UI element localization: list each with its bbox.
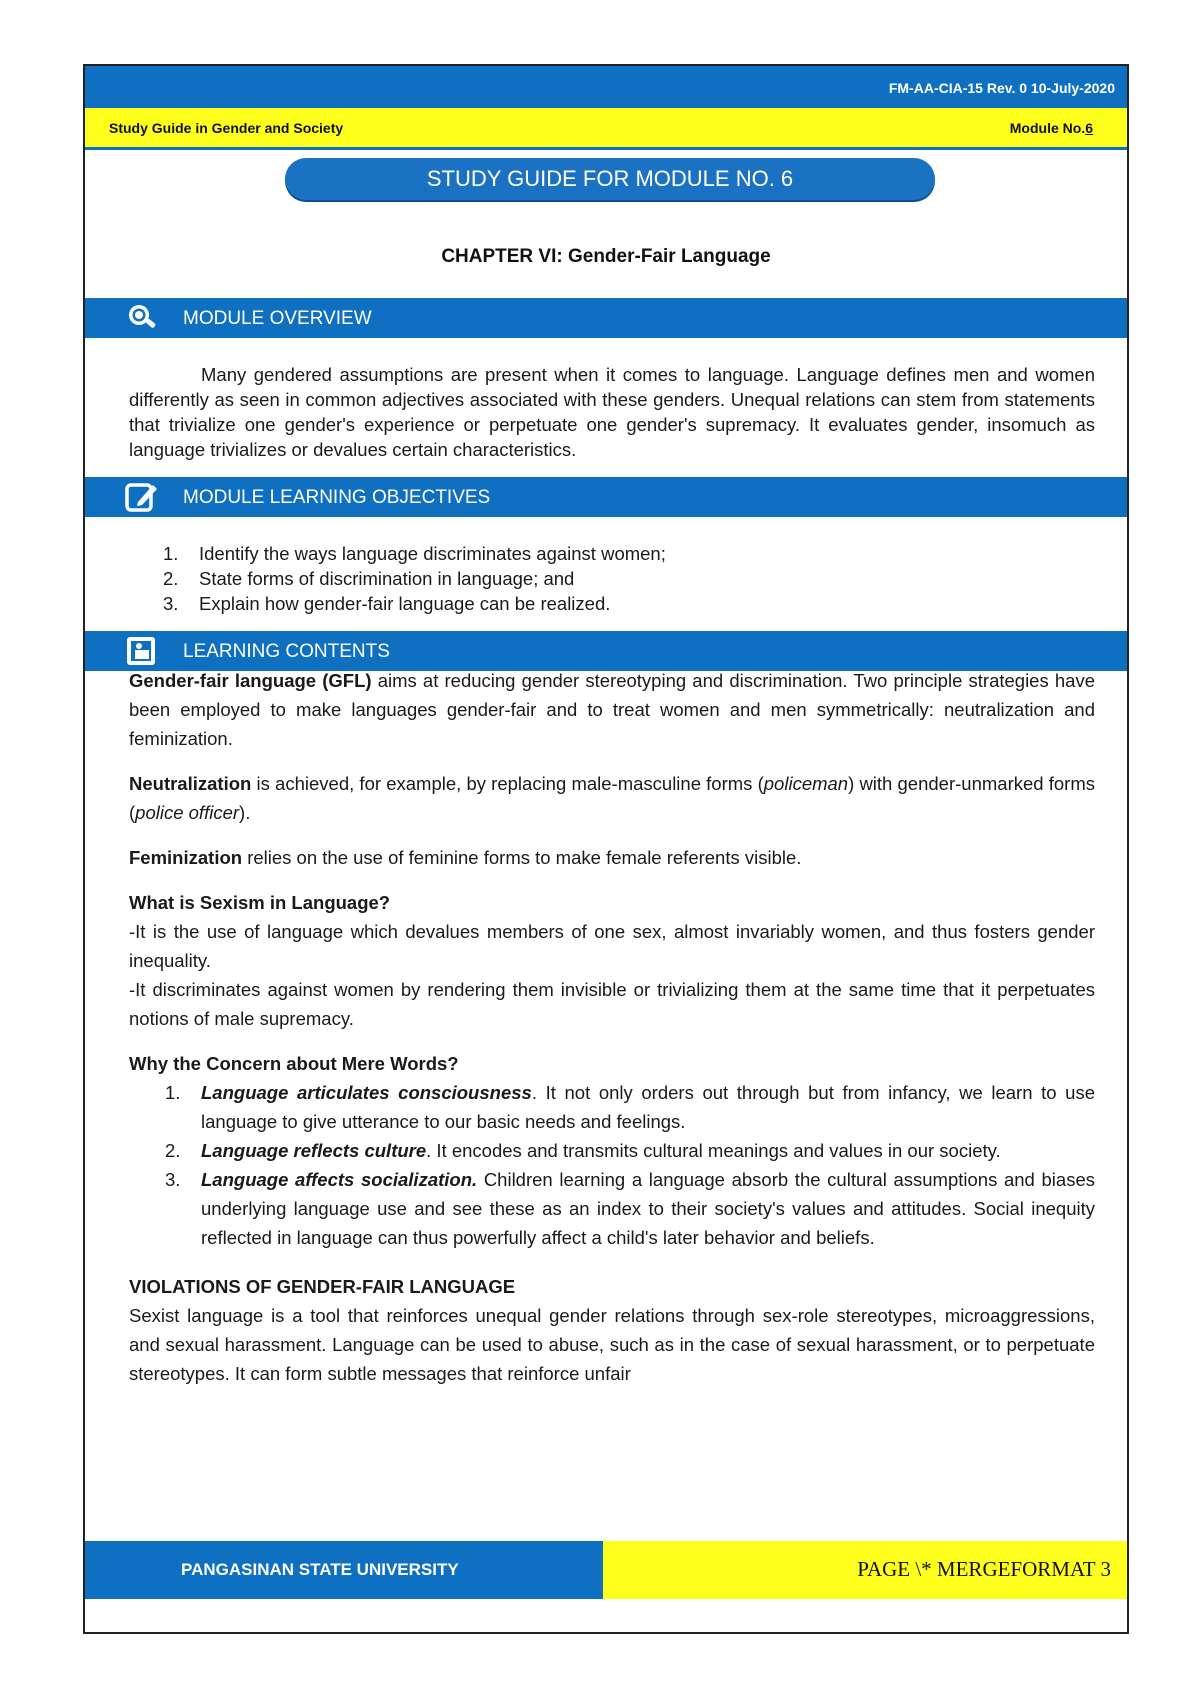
module-number-label (1010, 120, 1093, 136)
section-overview-title: MODULE OVERVIEW (183, 308, 372, 329)
list-number: 2. (165, 1140, 181, 1161)
section-objectives-title: MODULE LEARNING OBJECTIVES (183, 487, 491, 508)
list-item (129, 1165, 1095, 1252)
concern-list (129, 1078, 1095, 1252)
footer-page-bar (603, 1541, 1129, 1599)
list-number: 3. (165, 1169, 181, 1190)
list-item (129, 541, 1095, 566)
university-name: PANGASINAN STATE UNIVERSITY (181, 1560, 459, 1579)
feminization-text: relies on the use of feminine forms to make female referents visible. (242, 847, 802, 868)
page-number: PAGE \* MERGEFORMAT 3 (857, 1557, 1111, 1581)
violations-text: Sexist language is a tool that reinforces unequal gender relations through sex-role stereotypes, microaggressions, and sexual harassment. Language can be used to abuse, such as in the case of sexual harassment, or to perpetuate stereotypes. It can form subtle messages that reinforce unfair (129, 1305, 1095, 1384)
list-number: 2. (163, 568, 179, 589)
concern-heading (129, 1049, 1095, 1078)
module-number: 6 (1085, 120, 1093, 136)
concern-term: Language affects socialization. (201, 1169, 478, 1190)
sexism-heading (129, 888, 1095, 917)
learning-contents (129, 666, 1095, 1388)
list-item (129, 591, 1095, 616)
feminization-paragraph (129, 843, 1095, 872)
gfl-text: aims at reducing gender stereotyping and discrimination. Two principle strategies have been employed to make languages gender-fair and to treat women and men symmetrically: neutralization and feminization. (129, 670, 1095, 749)
neutralization-text: is achieved, for example, by replacing male-masculine forms ( (251, 773, 764, 794)
list-number: 1. (163, 543, 179, 564)
pencil-note-icon (125, 481, 159, 513)
list-number: 1. (165, 1082, 181, 1103)
page-frame (83, 64, 1129, 1634)
sexism-heading-text: What is Sexism in Language? (129, 892, 391, 913)
section-objectives-header (85, 477, 1127, 517)
overview-text: Many gendered assumptions are present when it comes to language. Language defines men and women differently as seen in common adjectives associated with these genders. Unequal relations can stem from statements that trivialize one gender's experience or perpetuate one gender's supremacy. It evaluates gender, insomuch as language trivializes or devalues certain characteristics. (129, 364, 1095, 460)
sexism-line: -It discriminates against women by rendering them invisible or trivializing them at the same time that it perpetuates notions of male supremacy. (129, 979, 1095, 1029)
list-item (129, 1136, 1095, 1165)
concern-text: Children learning a language absorb the cultural assumptions and biases underlying language use and see these as an index to their society's values and attitudes. Social inequity reflected in language can thus powerfully affect a child's later behavior and beliefs. (201, 1169, 1095, 1248)
neutralization-term: Neutralization (129, 773, 252, 794)
section-overview-header (85, 298, 1127, 338)
magnifier-icon (125, 302, 159, 334)
feminization-term: Feminization (129, 847, 243, 868)
footer-university-bar (85, 1541, 603, 1599)
concern-term: Language articulates consciousness (201, 1082, 532, 1103)
module-label-text: Module No. (1009, 120, 1086, 136)
header-subbar (85, 108, 1127, 150)
gfl-paragraph (129, 666, 1095, 753)
neutralization-text: ). (239, 802, 251, 823)
neutralization-text: ) with gender-unmarked forms ( (129, 773, 1095, 823)
section-contents-header (85, 631, 1127, 671)
objectives-list (129, 541, 1095, 616)
course-title: Study Guide in Gender and Society (109, 120, 344, 136)
violations-heading-text: VIOLATIONS OF GENDER-FAIR LANGUAGE (129, 1276, 516, 1297)
concern-text: . It encodes and transmits cultural meanings and values in our society. (426, 1140, 1001, 1161)
section-contents-title: LEARNING CONTENTS (183, 641, 390, 662)
page-title: STUDY GUIDE FOR MODULE NO. 6 (285, 158, 935, 200)
document-code: FM-AA-CIA-15 Rev. 0 10-July-2020 (888, 80, 1115, 96)
list-text: Identify the ways language discriminates against women; (199, 543, 666, 564)
violations-heading (129, 1272, 1095, 1301)
reader-icon (125, 635, 159, 667)
list-item (129, 1078, 1095, 1136)
list-number: 3. (163, 593, 179, 614)
header-bar (85, 66, 1127, 108)
gfl-term: Gender-fair language (GFL) (129, 670, 372, 691)
neutralization-paragraph (129, 769, 1095, 827)
list-text: Explain how gender-fair language can be realized. (199, 593, 611, 614)
concern-heading-text: Why the Concern about Mere Words? (129, 1053, 459, 1074)
chapter-title: CHAPTER VI: Gender-Fair Language (441, 246, 771, 267)
list-text: State forms of discrimination in language; and (199, 568, 575, 589)
concern-term: Language reflects culture (201, 1140, 427, 1161)
concern-text: . It not only orders out through but from infancy, we learn to use language to give utterance to our basic needs and feelings. (201, 1082, 1096, 1132)
example-word: police officer (135, 802, 240, 823)
list-item (129, 566, 1095, 591)
sexism-line: -It is the use of language which devalues members of one sex, almost invariably women, and thus fosters gender inequality. (129, 921, 1095, 971)
example-word: policeman (763, 773, 849, 794)
